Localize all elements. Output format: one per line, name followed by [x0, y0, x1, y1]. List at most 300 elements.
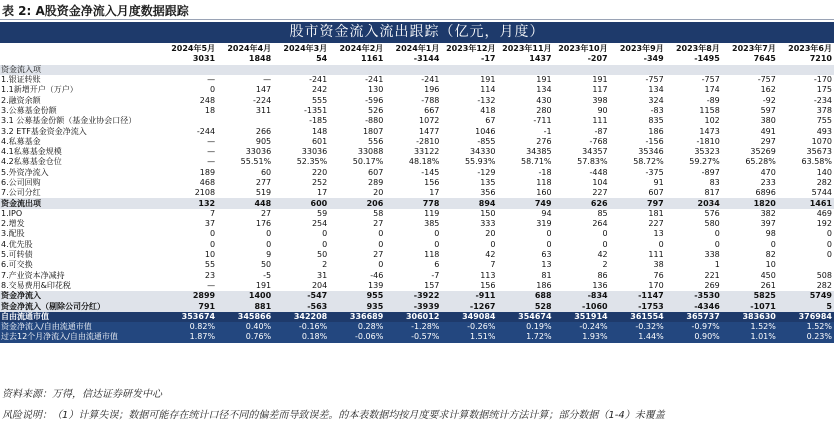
table-cell: 34385 [526, 147, 552, 157]
table-cell: — [207, 75, 216, 85]
table-cell: -911 [441, 291, 497, 301]
table-cell: 35346 [638, 147, 664, 157]
table-cell: -156 [645, 136, 664, 146]
table-cell: 58.71% [521, 157, 552, 167]
table-cell: 324 [648, 95, 664, 105]
table-cell: 221 [704, 270, 720, 280]
column-header: 2023年8月 [675, 44, 720, 54]
table-cell: -87 [594, 126, 608, 136]
table-cell: 148 [311, 126, 328, 136]
table-cell: 261 [760, 280, 776, 290]
table-cell: 0.18% [273, 332, 329, 342]
table-cell: 430 [536, 95, 552, 105]
table-cell: 147 [255, 85, 272, 95]
column-header: 2023年10月 [558, 44, 608, 54]
table-cell: 264 [592, 219, 608, 229]
table-row [0, 106, 834, 116]
table-cell: -3939 [385, 301, 441, 311]
table-cell: 13 [653, 229, 664, 239]
table-cell: 10 [765, 260, 776, 270]
row-label: 5.外资净流入 [1, 167, 49, 177]
table-row [0, 54, 834, 64]
table-cell: 835 [648, 116, 664, 126]
table-cell: -596 [365, 95, 384, 105]
table-cell: 248 [199, 95, 216, 105]
table-cell: 170 [648, 280, 664, 290]
table-cell: 319 [536, 219, 552, 229]
table-cell: 376984 [778, 312, 834, 322]
table-cell: 607 [368, 167, 384, 177]
column-header: 2023年11月 [502, 44, 552, 54]
table-cell: 35323 [694, 147, 720, 157]
table-cell [722, 65, 778, 75]
table-cell: 140 [816, 167, 832, 177]
table-cell: 174 [704, 85, 720, 95]
table-cell: -83 [650, 105, 664, 115]
table-cell: 342208 [273, 312, 329, 322]
table-row [0, 137, 834, 147]
table-cell: 1820 [722, 198, 778, 208]
table-cell: 0 [209, 85, 216, 95]
table-cell: 0.76% [217, 332, 273, 342]
table-cell: -46 [370, 270, 384, 280]
table-cell: 50 [317, 250, 328, 260]
column-header: 2023年12月 [446, 44, 496, 54]
table-cell: 111 [592, 116, 608, 126]
table-row [0, 65, 834, 75]
row-label: 7.产业资本净减持 [1, 270, 65, 280]
table-row [0, 178, 834, 188]
table-cell: 186 [536, 280, 552, 290]
table-cell: 2034 [666, 198, 722, 208]
table-cell: -7 [431, 270, 440, 280]
table-cell: 276 [536, 136, 552, 146]
table-cell: 336689 [329, 312, 385, 322]
table-cell: 1072 [419, 116, 440, 126]
table-cell: 817 [704, 188, 720, 198]
table-cell: 55 [204, 260, 216, 270]
table-cell: 233 [760, 178, 776, 187]
fund-flow-table [0, 44, 834, 343]
table-cell: 0 [546, 239, 552, 249]
table-row [0, 281, 834, 291]
table-cell: 254 [311, 219, 328, 229]
table-cell: 345866 [217, 312, 273, 322]
table-cell: 382 [760, 208, 776, 218]
column-header: 2023年7月 [732, 44, 776, 54]
table-cell: 356 [480, 188, 496, 198]
table-cell: 791 [161, 301, 217, 311]
table-cell: 175 [816, 85, 832, 95]
table-cell: -711 [533, 116, 552, 126]
table-cell: 85 [597, 208, 608, 218]
table-cell: 54 [316, 54, 328, 64]
table-cell: 397 [760, 219, 776, 229]
header-row [0, 44, 834, 54]
table-cell: -92 [762, 95, 776, 105]
table-cell [217, 65, 273, 75]
column-header: 2023年6月 [788, 44, 832, 54]
table-cell: 252 [311, 178, 328, 187]
table-cell: 1161 [361, 54, 384, 64]
table-cell: 20 [485, 229, 496, 239]
table-row [0, 85, 834, 95]
table-cell: 35673 [806, 147, 832, 157]
table-cell: 17 [429, 188, 440, 198]
table-cell: 242 [311, 85, 328, 95]
table-cell: 114 [480, 85, 496, 95]
table-cell: 1473 [699, 126, 720, 136]
table-cell: 1.44% [610, 332, 666, 342]
table-cell: 130 [368, 85, 384, 95]
table-row [0, 332, 834, 342]
table-cell: 0 [546, 229, 552, 239]
table-cell: 38 [653, 260, 664, 270]
table-cell: 33088 [357, 147, 384, 157]
table-cell: 33036 [245, 147, 272, 157]
table-cell: 749 [497, 198, 553, 208]
table-cell: -757 [645, 75, 664, 85]
table-cell: 81 [541, 270, 552, 280]
table-cell: 65.28% [745, 157, 776, 167]
row-label: 资金净流入 [0, 291, 161, 301]
table-cell: -241 [309, 75, 328, 85]
row-label: 6.公司回购 [1, 178, 41, 187]
table-cell: 5825 [722, 291, 778, 301]
table-row [0, 157, 834, 167]
table-row [0, 322, 834, 332]
table-cell: -757 [757, 75, 776, 85]
row-label: 1.银证转账 [1, 75, 41, 85]
table-cell: 35269 [750, 147, 776, 157]
table-cell: 156 [480, 280, 496, 290]
table-cell: -1071 [722, 301, 778, 311]
table-cell: 266 [255, 126, 272, 136]
table-cell: 0 [378, 239, 384, 249]
row-label [0, 54, 161, 64]
row-label: 资金净流入/自由流通市值 [0, 322, 161, 332]
table-cell: 113 [480, 270, 496, 280]
row-label: 5.可转债 [1, 250, 33, 260]
table-cell: 55.51% [240, 157, 272, 167]
table-cell: 189 [199, 167, 216, 177]
table-cell: -224 [253, 95, 272, 105]
table-cell: -375 [645, 167, 664, 177]
table-cell: -185 [309, 116, 328, 126]
table-cell: 227 [648, 219, 664, 229]
table-cell: 306012 [385, 312, 441, 322]
row-label: 自由流通市值 [0, 312, 161, 322]
table-cell: 282 [816, 280, 832, 290]
table-cell: 2108 [194, 188, 216, 198]
table-cell: -1495 [694, 54, 720, 64]
table-cell: 37 [204, 219, 216, 229]
column-header: 2024年4月 [227, 44, 272, 54]
table-cell: 881 [217, 301, 273, 311]
table-row [0, 126, 834, 136]
column-header: 2024年3月 [283, 44, 328, 54]
table-cell: 280 [536, 105, 552, 115]
table-cell: -3530 [666, 291, 722, 301]
table-cell: 555 [311, 95, 328, 105]
table-cell: 385 [424, 219, 440, 229]
table-cell: 191 [536, 75, 552, 85]
table-cell: 42 [597, 250, 608, 260]
table-cell: -757 [701, 75, 720, 85]
table-cell: 0 [602, 239, 608, 249]
table-cell: 27 [260, 208, 272, 218]
table-cell: -1.28% [385, 322, 441, 332]
table-cell [497, 65, 553, 75]
table-cell: 601 [311, 136, 328, 146]
table-cell: -207 [587, 54, 608, 64]
table-row [0, 147, 834, 157]
table-cell [161, 116, 217, 126]
table-cell: 282 [816, 178, 832, 187]
table-cell: 59.27% [689, 157, 720, 167]
table-cell: 349084 [441, 312, 497, 322]
table-cell: 0.19% [497, 322, 553, 332]
table-cell: -0.16% [273, 322, 329, 332]
table-cell: 204 [311, 280, 328, 290]
table-row [0, 229, 834, 239]
table-cell: 600 [273, 198, 329, 208]
table-row [0, 271, 834, 281]
table-cell: 383630 [722, 312, 778, 322]
table-cell: 63.58% [801, 157, 832, 167]
table-cell: -2810 [416, 136, 440, 146]
table-cell: 0 [770, 239, 776, 249]
table-cell: 1461 [778, 198, 834, 208]
table-cell: 797 [610, 198, 666, 208]
table-cell: 63 [541, 250, 552, 260]
table-cell: 5744 [811, 188, 832, 198]
table-cell: -563 [273, 301, 329, 311]
table-cell: 17 [317, 188, 328, 198]
table-cell: 83 [709, 178, 720, 187]
column-header: 2024年2月 [339, 44, 384, 54]
table-cell: -5 [263, 270, 272, 280]
table-cell: 755 [816, 116, 832, 126]
table-cell: 1.52% [722, 322, 778, 332]
table-cell: -0.24% [554, 322, 610, 332]
table-row [0, 168, 834, 178]
table-cell: 351914 [554, 312, 610, 322]
table-cell: 118 [424, 250, 440, 260]
table-cell: 607 [648, 188, 664, 198]
table-cell [217, 116, 273, 126]
table-cell: 361554 [610, 312, 666, 322]
table-cell: 2899 [161, 291, 217, 301]
table-cell: 102 [704, 116, 720, 126]
table-cell: 0 [378, 260, 384, 270]
table-cell: -1147 [610, 291, 666, 301]
row-label: 资金流出项 [0, 198, 161, 208]
table-cell: 132 [161, 198, 217, 208]
table-cell: 55.93% [464, 157, 496, 167]
table-cell: -834 [554, 291, 610, 301]
table-cell: 0 [434, 229, 440, 239]
table-cell: 176 [255, 219, 272, 229]
row-label: 4.2私募基金仓位 [1, 157, 62, 167]
table-cell: 220 [311, 167, 328, 177]
table-cell: -3922 [385, 291, 441, 301]
table-cell: 0 [826, 229, 832, 239]
table-cell [666, 65, 722, 75]
table-row [0, 312, 834, 322]
table-cell: 33036 [301, 147, 328, 157]
table-cell: 7645 [753, 54, 776, 64]
table-cell: -897 [701, 167, 720, 177]
table-cell: 2 [602, 260, 608, 270]
table-cell: 6 [434, 260, 440, 270]
table-cell: -768 [589, 136, 608, 146]
row-label: 3.配股 [1, 229, 25, 239]
table-cell: 1807 [362, 126, 384, 136]
row-label: 3.公募基金份额 [1, 105, 57, 115]
table-cell: 34357 [582, 147, 608, 157]
table-cell [161, 65, 217, 75]
table-row [0, 291, 834, 301]
table-cell: 119 [424, 208, 440, 218]
table-cell: 50.17% [352, 157, 384, 167]
table-cell [385, 65, 441, 75]
table-cell: -18 [538, 167, 552, 177]
table-cell: 1.51% [441, 332, 497, 342]
risk-note: 风险说明：（1）计算失误；数据可能存在统计口径不同的偏差而导致误差。的本表数据均按月度要求计算数据统计方法计算；部分数据（1-4）未覆盖 [2, 410, 665, 421]
table-cell: 311 [255, 105, 272, 115]
row-label: 资金净流入（剔除公司分红） [0, 301, 161, 311]
table-cell: -0.97% [666, 322, 722, 332]
row-label: 7.公司分红 [1, 188, 41, 198]
table-cell: 27 [373, 250, 384, 260]
row-label: 3.2 ETF基金资金净流入 [1, 126, 87, 136]
table-cell: 297 [760, 136, 776, 146]
table-cell: 450 [760, 270, 776, 280]
table-cell: -0.57% [385, 332, 441, 342]
table-cell: -4346 [666, 301, 722, 311]
table-cell: -241 [365, 75, 384, 85]
table-cell: -1810 [696, 136, 720, 146]
row-label: 资金流入项 [0, 65, 161, 75]
table-cell: 0.23% [778, 332, 834, 342]
table-cell: 491 [760, 126, 776, 136]
table-cell: -880 [365, 116, 384, 126]
table-cell: 955 [329, 291, 385, 301]
table-cell: 13 [541, 260, 552, 270]
row-label: 4.优先股 [1, 239, 33, 249]
row-label: 8.交易费用&印花税 [1, 280, 71, 290]
row-label: 1.1新增开户（万户） [1, 85, 78, 95]
table-row [0, 219, 834, 229]
table-cell: 398 [592, 95, 608, 105]
table-cell: 20 [373, 188, 384, 198]
table-cell: 0 [322, 229, 328, 239]
table-cell: — [207, 147, 216, 157]
table-cell: -1267 [441, 301, 497, 311]
table-cell: 508 [816, 270, 832, 280]
table-cell: 160 [536, 188, 552, 198]
row-label: 3.1 公募基金份额（基金业协会口径） [1, 116, 137, 126]
table-cell: 468 [199, 178, 216, 187]
table-cell: 157 [424, 280, 440, 290]
table-cell: 0 [658, 239, 664, 249]
table-cell: 338 [704, 250, 720, 260]
table-cell: 333 [480, 219, 496, 229]
table-cell: 0.40% [217, 322, 273, 332]
table-cell: 0.82% [161, 322, 217, 332]
table-cell: -3144 [413, 54, 440, 64]
table-cell: 354674 [497, 312, 553, 322]
table-cell: 626 [554, 198, 610, 208]
row-label: 过去12个月净流入/自由流通市值 [0, 332, 161, 342]
table-cell: 1158 [699, 105, 720, 115]
table-cell: 162 [760, 85, 776, 95]
source-note: 资料来源：万得，信达证券研发中心 [2, 389, 162, 400]
column-header: 2024年5月 [171, 44, 216, 54]
table-cell: 0 [714, 239, 720, 249]
table-cell: 0 [490, 239, 496, 249]
table-cell: -0.32% [610, 322, 666, 332]
table-cell: 1477 [419, 126, 440, 136]
table-cell: 1046 [475, 126, 496, 136]
table-cell: 1 [714, 260, 720, 270]
table-cell: 0 [434, 239, 440, 249]
table-cell: -241 [421, 75, 440, 85]
table-row [0, 260, 834, 270]
table-cell: 378 [816, 105, 832, 115]
table-cell: 894 [441, 198, 497, 208]
table-cell: 27 [373, 219, 384, 229]
table-cell: 576 [704, 208, 720, 218]
table-cell: 353674 [161, 312, 217, 322]
column-header: 2024年1月 [395, 44, 440, 54]
table-cell: 10 [204, 250, 216, 260]
table-cell: 1848 [248, 54, 272, 64]
table-cell: 206 [329, 198, 385, 208]
table-cell: 667 [424, 105, 440, 115]
row-label: 1.IPO [1, 208, 23, 218]
table-cell: 470 [760, 167, 776, 177]
table-cell: -547 [273, 291, 329, 301]
table-cell: 31 [317, 270, 328, 280]
table-cell: 59 [317, 208, 328, 218]
table-cell: 2 [322, 260, 328, 270]
table-cell: 1.52% [778, 322, 834, 332]
table-cell: 34330 [470, 147, 496, 157]
table-cell: 0 [826, 239, 832, 249]
table-cell: -234 [813, 95, 832, 105]
table-cell: 1.93% [554, 332, 610, 342]
table-cell: 98 [765, 229, 776, 239]
table-cell: 134 [648, 85, 664, 95]
table-cell: -788 [421, 95, 440, 105]
table-cell: -244 [196, 126, 216, 136]
table-cell: 6896 [755, 188, 776, 198]
table-cell: 526 [368, 105, 384, 115]
table-cell: -349 [643, 54, 664, 64]
table-cell: -1753 [610, 301, 666, 311]
table-cell: -448 [589, 167, 608, 177]
table-cell [778, 260, 834, 270]
table-cell: 778 [385, 198, 441, 208]
table-cell: 556 [368, 136, 384, 146]
table-cell: 7 [490, 260, 496, 270]
table-cell: 418 [480, 105, 496, 115]
table-cell: 0.28% [329, 322, 385, 332]
table-cell: 227 [592, 188, 608, 198]
table-cell: 94 [541, 208, 552, 218]
